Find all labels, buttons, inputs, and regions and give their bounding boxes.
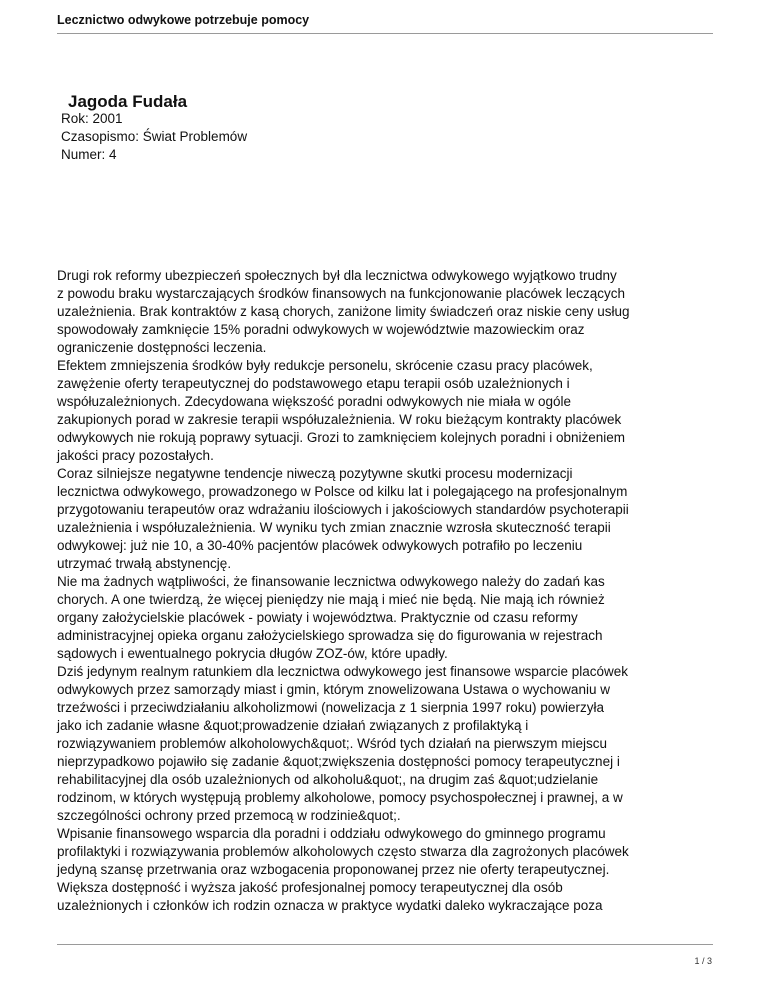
footer-divider [57,944,713,945]
body-text-line: rozwiązywaniem problemów alkoholowych&quot;. Wśród tych działań na pierwszym miejscu [57,736,607,751]
body-text-line: rodzinom, w których występują problemy alkoholowe, pomocy psychospołecznej i prawnej, a w [57,790,623,805]
body-text-line: zakupionych porad w zakresie terapii współuzależnienia. W roku bieżącym kontrakty placówek [57,412,622,427]
body-text-line: nieprzypadkowo pojawiło się zadanie &quot;zwiększenia dostępności pomocy terapeutycznej i [57,754,620,769]
article-body [57,267,711,915]
body-text-line: przygotowaniu terapeutów oraz wdrażaniu ilościowych i jakościowych standardów psychoterapii [57,502,629,517]
body-text-line: Nie ma żadnych wątpliwości, że finansowanie lecznictwa odwykowego należy do zadań kas [57,574,605,589]
body-text-line: Dziś jedynym realnym ratunkiem dla lecznictwa odwykowego jest finansowe wsparcie placówek [57,664,628,679]
body-text-line: Drugi rok reformy ubezpieczeń społecznych był dla lecznictwa odwykowego wyjątkowo trudny [57,268,617,283]
body-text-line: utrzymać trwałą abstynencję. [57,556,232,571]
body-text-line: spowodowały zamknięcie 15% poradni odwykowych w województwie mazowieckim oraz [57,322,585,337]
article-metadata [61,110,247,164]
body-text-line: odwykowych przez samorządy miast i gmin, którym znowelizowana Ustawa o wychowaniu w [57,682,610,697]
body-text-line: z powodu braku wystarczających środków finansowych na funkcjonowanie placówek leczących [57,286,626,301]
body-text-line: uzależnienia. Brak kontraktów z kasą chorych, zaniżone limity świadczeń oraz niskie ceny usług [57,304,630,319]
article-journal: Czasopismo: Świat Problemów [61,129,248,144]
page-header-title: Lecznictwo odwykowe potrzebuje pomocy [57,13,310,27]
body-text-line: odwykowej: już nie 10, a 30-40% pacjentów placówek odwykowych potrafiło po leczeniu [57,538,583,553]
body-text-line: Większa dostępność i wyższa jakość profesjonalnej pomocy terapeutycznej dla osób [57,880,563,895]
article-issue: Numer: 4 [61,147,117,162]
body-text-line: rehabilitacyjnej dla osób uzależnionych od alkoholu&quot;, na drugim zaś &quot;udzielanie [57,772,599,787]
article-year: Rok: 2001 [61,111,123,126]
body-text-line: szczególności ochrony przed przemocą w rodzinie&quot;. [57,808,401,823]
body-text-line: Coraz silniejsze negatywne tendencje niweczą pozytywne skutki procesu modernizacji [57,466,573,481]
body-text-line: uzależnionych i członków ich rodzin oznacza w praktyce wydatki daleko wykraczające poza [57,898,603,913]
body-text-line: profilaktyki i rozwiązywania problemów alkoholowych często stwarza dla zagrożonych placówek [57,844,629,859]
article-author: Jagoda Fudała [68,92,188,111]
body-text-line: trzeźwości i przeciwdziałaniu alkoholizmowi (nowelizacja z 1 sierpnia 1997 roku) powierzyła [57,700,604,715]
body-text-line: organy założycielskie placówek - powiaty i województwa. Praktycznie od czasu reformy [57,610,578,625]
body-text-line: lecznictwa odwykowego, prowadzonego w Polsce od kilku lat i polegającego na profesjonalnym [57,484,628,499]
body-text-line: Efektem zmniejszenia środków były redukcje personelu, skrócenie czasu pracy placówek, [57,358,593,373]
page-number: 1 / 3 [694,956,712,966]
header-divider [57,33,713,34]
body-text-line: zawężenie oferty terapeutycznej do podstawowego etapu terapii osób uzależnionych i [57,376,570,391]
body-text-line: administracyjnej opieka organu założycielskiego sprowadza się do figurowania w rejestrach [57,628,603,643]
body-text-line: jedyną szansę przetrwania oraz wzbogacenia proponowanej przez nie oferty terapeutycznej. [57,862,610,877]
body-text-line: chorych. A one twierdzą, że więcej pieniędzy nie mają i mieć nie będą. Nie mają ich również [57,592,605,607]
body-text-line: współuzależnionych. Zdecydowana większość poradni odwykowych nie miała w ogóle [57,394,572,409]
body-text-line: jako ich zadanie własne &quot;prowadzenie działań związanych z profilaktyką i [57,718,529,733]
body-text-line: sądowych i ewentualnego pokrycia długów ZOZ-ów, które upadły. [57,646,448,661]
body-text-line: ograniczenie dostępności leczenia. [57,340,267,355]
body-text-line: uzależnienia i współuzależnienia. W wyniku tych zmian znacznie wzrosła skuteczność terapii [57,520,611,535]
body-text-line: jakości pracy pozostałych. [57,448,214,463]
body-text-line: odwykowych nie rokują poprawy sytuacji. Grozi to zamknięciem kolejnych poradni i obniżeniem [57,430,626,445]
body-text-line: Wpisanie finansowego wsparcia dla poradni i oddziału odwykowego do gminnego programu [57,826,606,841]
